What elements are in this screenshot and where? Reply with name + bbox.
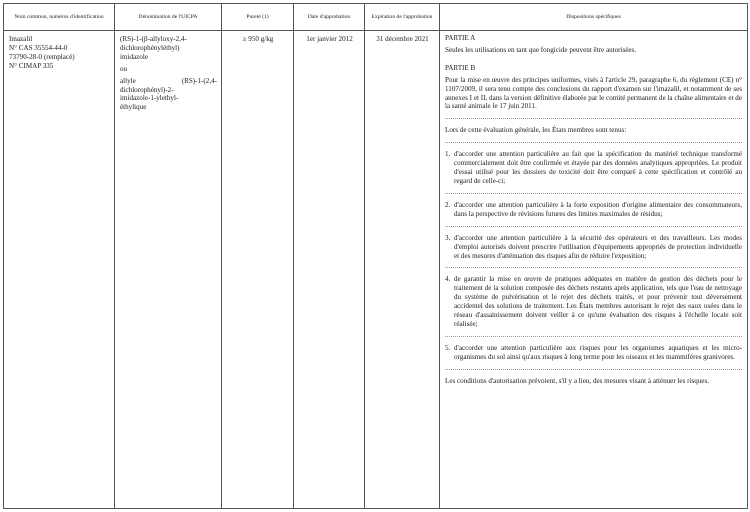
cas-replaced: 73790-28-0 (remplacé) [9, 52, 75, 61]
header-approval-date: Date d'approbation [294, 4, 365, 31]
header-common-name: Nom commun, numéros d'identification [4, 4, 115, 31]
list-item [445, 234, 742, 261]
cell-common-name [4, 31, 115, 509]
item-text: d'accorder une attention particulière à la sécurité des opérateurs et des travailleurs. Les modes d'emploi autorisés doivent prescrire l'utilisation d'équipements appropriés de protection individuelle et des mesures d'atténuation des risques afin de réduire l'exposition; [454, 233, 742, 260]
cell-specific-provisions [440, 31, 748, 509]
item-number: 5. [445, 343, 451, 352]
divider [445, 267, 742, 268]
intro-text: Lors de cette évaluation générale, les États membres sont tenus: [445, 126, 627, 135]
substance-row [4, 31, 748, 509]
list-item [445, 275, 742, 328]
header-specific-provisions: Dispositions spécifiques [440, 4, 748, 31]
substance-table [3, 3, 748, 509]
item-text: d'accorder une attention particulière à la forte exposition d'origine alimentaire des consommateurs, dans la perspective de révisions futures des limites maximales de résidus; [454, 200, 742, 218]
item-text: de garantir la mise en œuvre de pratiques adéquates en matière de gestion des déchets pour le traitement de la solution composée des déchets restants après application, tels que l'eau de nettoyage du système de pulvérisation et le rejet des déchets traités, et pour prévenir tout déversement accidentel des solutions de traitement. Les États membres autorisant le rejet des eaux usées dans le réseau d'assainissement doivent veiller à ce qu'une évaluation des risques à l'échelle locale soit réalisée; [454, 275, 742, 328]
list-item [445, 344, 742, 362]
header-purity: Pureté (1) [222, 4, 294, 31]
divider [445, 336, 742, 337]
item-number: 2. [445, 200, 451, 209]
iupac-line: (RS)-1-(β-allyloxy-2,4- [120, 35, 187, 43]
divider [445, 369, 742, 370]
divider [445, 226, 742, 227]
iupac-line: dichlorophényl)-2- [120, 85, 174, 94]
item-number: 3. [445, 233, 451, 242]
substance-name: Imazalil [9, 35, 33, 43]
iupac-line: imidazole-1-ylethyl- [120, 94, 179, 103]
cimap-number: N° CIMAP 335 [9, 61, 54, 70]
list-item [445, 150, 742, 186]
item-text: d'accorder une attention particulière au fait que la spécification du matériel technique transformé commercialement doit être confirmée et étayée par des données analytiques appropriées. Le produit d'essai utilisé pour les dossiers de toxicité doit être comparé à cette spécification et contrôlé au regard de celle-ci; [454, 150, 742, 185]
expiry-date: 31 décembre 2021 [376, 35, 429, 43]
part-a-text: Seules les utilisations en tant que fongicide peuvent être autorisées. [445, 45, 637, 54]
divider [445, 193, 742, 194]
iupac-or: ou [120, 64, 128, 73]
divider [445, 118, 742, 119]
iupac-line: allyle (RS)-1-(2,4- [120, 76, 217, 85]
part-a-title: PARTIE A [445, 34, 476, 42]
divider [445, 142, 742, 143]
header-row [4, 4, 748, 31]
header-iupac-name: Dénomination de l'UICPA [115, 4, 222, 31]
cas-number: N° CAS 35554-44-0 [9, 43, 68, 52]
iupac-line: imidazole [120, 52, 148, 61]
item-number: 4. [445, 275, 451, 284]
cell-iupac-name [115, 31, 222, 509]
cell-approval-date [294, 31, 365, 509]
list-item [445, 201, 742, 219]
item-text: d'accorder une attention particulière aux risques pour les organismes aquatiques et les micro-organismes du sol ainsi qu'aux risques à long terme pour les oiseaux et les mammifères granivores. [454, 343, 742, 361]
cell-expiry-date [365, 31, 440, 509]
purity-value: ≥ 950 g/kg [242, 35, 274, 43]
item-number: 1. [445, 150, 451, 159]
approval-date: 1er janvier 2012 [306, 35, 353, 43]
part-b-text: Pour la mise en œuvre des principes uniformes, visés à l'article 29, paragraphe 6, du règlement (CE) n° 1107/2009, il sera tenu compte des conclusions du rapport d'examen sur l'imazalil, et notamment de ses annexes I et II, dans la version définitive élaborée par le comité permanent de la chaîne alimentaire et de la santé animale le 17 juin 2011. [445, 75, 742, 111]
part-b-title: PARTIE B [445, 63, 476, 72]
header-expiry-date: Expiration de l'approbation [365, 4, 440, 31]
closing-text: Les conditions d'autorisation prévoient, s'il y a lieu, des mesures visant à atténuer les risques. [445, 376, 709, 385]
iupac-line: éthylique [120, 103, 147, 112]
cell-purity [222, 31, 294, 509]
iupac-line: dichlorophényléthyl) [120, 43, 180, 52]
